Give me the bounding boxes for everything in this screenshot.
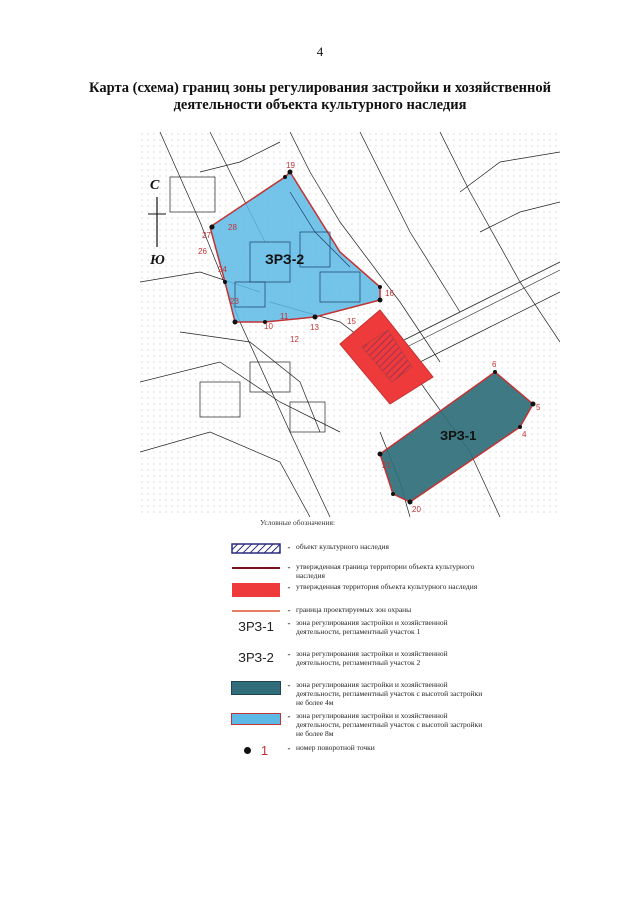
point-label: 27 (202, 231, 211, 240)
point-label: 5 (536, 403, 541, 412)
legend-item-height-4m: - зона регулирования застройки и хозяйственной деятельности, регламентный участок с высотой застройки не более 4м (230, 680, 486, 707)
legend-item-height-8m: - зона регулирования застройки и хозяйственной деятельности, регламентный участок с высотой застройки не более 8м (230, 711, 486, 738)
zone-map (140, 132, 560, 517)
point-label: 11 (280, 312, 289, 321)
point-label: 10 (264, 322, 273, 331)
legend-item-zrz2: ЗРЗ-2 - зона регулирования застройки и хозяйственной деятельности, регламентный участок 2 (238, 649, 448, 667)
page-number: 4 (316, 44, 324, 59)
legend-item-approved-territory: - утвержденная территория объекта культурного наследия (230, 582, 486, 598)
point-label: 16 (385, 289, 394, 298)
legend-item-heritage-object: - объект культурного наследия (230, 542, 486, 554)
zone-label: ЗРЗ-1 (440, 428, 477, 443)
page-title: Карта (схема) границ зоны регулирования застройки и хозяйственной деятельности объекта культурного наследия (89, 80, 551, 113)
point-label: 28 (228, 223, 237, 232)
point-label: 6 (492, 360, 497, 369)
legend (230, 518, 500, 758)
point-label: 23 (230, 297, 239, 306)
point-label: 12 (290, 335, 299, 344)
zone-label: ЗРЗ-2 (265, 251, 305, 267)
point-label: 4 (522, 430, 527, 439)
legend-item-projected-boundary: - граница проектируемых зон охраны (287, 605, 412, 615)
compass-north: С (150, 178, 160, 193)
point-label: 24 (218, 265, 227, 274)
point-label: 15 (347, 317, 356, 326)
legend-item-zrz1: ЗРЗ-1 - зона регулирования застройки и хозяйственной деятельности, регламентный участок 1 (238, 618, 448, 636)
legend-item-approved-boundary: - утвержденная граница территории объекта культурного наследия (287, 562, 475, 580)
point-label: 13 (310, 323, 319, 332)
point-label: 21 (382, 461, 391, 470)
point-icon (244, 747, 251, 754)
compass-south: Ю (150, 253, 165, 268)
legend-heading: Условные обозначения: (260, 518, 336, 527)
legend-item-turning-point: 1 - номер поворотной точки (230, 743, 486, 757)
point-label: 19 (286, 161, 295, 170)
point-label: 20 (412, 505, 421, 514)
point-label: 26 (198, 247, 207, 256)
